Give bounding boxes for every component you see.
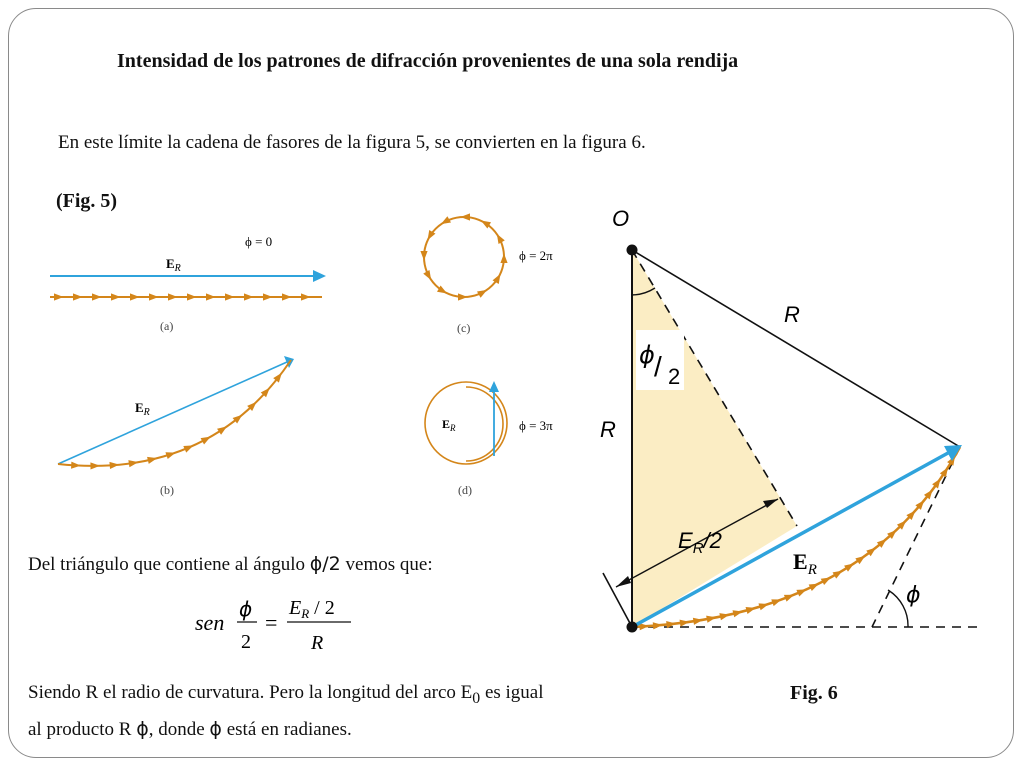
phasor-arrowhead bbox=[796, 586, 808, 596]
phasor-arrowhead bbox=[821, 574, 833, 585]
half-chord-arrowhead-start bbox=[616, 576, 631, 587]
phase-label-c: ϕ = 2π bbox=[519, 248, 553, 263]
chord-label: $E_R$ bbox=[793, 549, 817, 578]
half-angle-slash: / bbox=[654, 351, 662, 382]
phasor-arrowhead bbox=[809, 580, 821, 591]
half-chord-label: $E_R/2$ bbox=[678, 528, 722, 557]
arc-start-point bbox=[627, 622, 638, 633]
triangle-text: Del triángulo que contiene al ángulo ϕ/2 vemos que: bbox=[28, 553, 433, 575]
origin-point bbox=[627, 245, 638, 256]
phi-angle-arc bbox=[888, 590, 908, 627]
caption-c: (c) bbox=[457, 321, 471, 335]
phasor-arrowhead bbox=[653, 621, 663, 629]
origin-label: O bbox=[612, 206, 630, 231]
equation bbox=[193, 592, 393, 662]
fig5-label: (Fig. 5) bbox=[56, 190, 118, 212]
eq-sen: sen bbox=[195, 610, 225, 635]
eq-rhs-denominator: R bbox=[311, 632, 324, 654]
radius-label-vertical: R bbox=[600, 417, 616, 442]
fig6-label: Fig. 6 bbox=[790, 682, 838, 704]
er-label-a: $E_R$ bbox=[166, 256, 181, 274]
conclusion-text: Siendo R el radio de curvatura. Pero la longitud del arco $E_0$ es igual al producto R ϕ, donde ϕ está en radianes. bbox=[28, 682, 544, 740]
half-angle-triangle bbox=[632, 250, 797, 627]
half-angle-numerator: ϕ bbox=[639, 341, 655, 369]
phi-angle-label: ϕ bbox=[906, 583, 921, 608]
eq-lhs-numerator: ϕ bbox=[239, 597, 253, 621]
eq-rhs-numerator: $E_R / 2$ bbox=[289, 597, 335, 621]
caption-b: (b) bbox=[160, 483, 174, 497]
eq-equals: = bbox=[265, 610, 278, 635]
er-label-b: $E_R$ bbox=[135, 400, 150, 418]
phase-label-d: ϕ = 3π bbox=[519, 418, 553, 433]
phase-label-a: ϕ = 0 bbox=[245, 234, 273, 249]
half-angle-denominator: 2 bbox=[668, 364, 681, 389]
intro-text: En este límite la cadena de fasores de la figura 5, se convierten en la figura 6. bbox=[58, 132, 646, 153]
eq-lhs-denominator: 2 bbox=[241, 631, 251, 653]
phasor-arrowhead bbox=[784, 591, 796, 601]
radius-label-diagonal: R bbox=[784, 302, 800, 327]
er-label-d: $E_R$ bbox=[442, 417, 456, 433]
slide-title: Intensidad de los patrones de difracción provenientes de una sola rendija bbox=[117, 50, 739, 72]
phasor-arrowhead bbox=[771, 596, 782, 606]
caption-d: (d) bbox=[458, 483, 472, 497]
caption-a: (a) bbox=[160, 319, 174, 333]
